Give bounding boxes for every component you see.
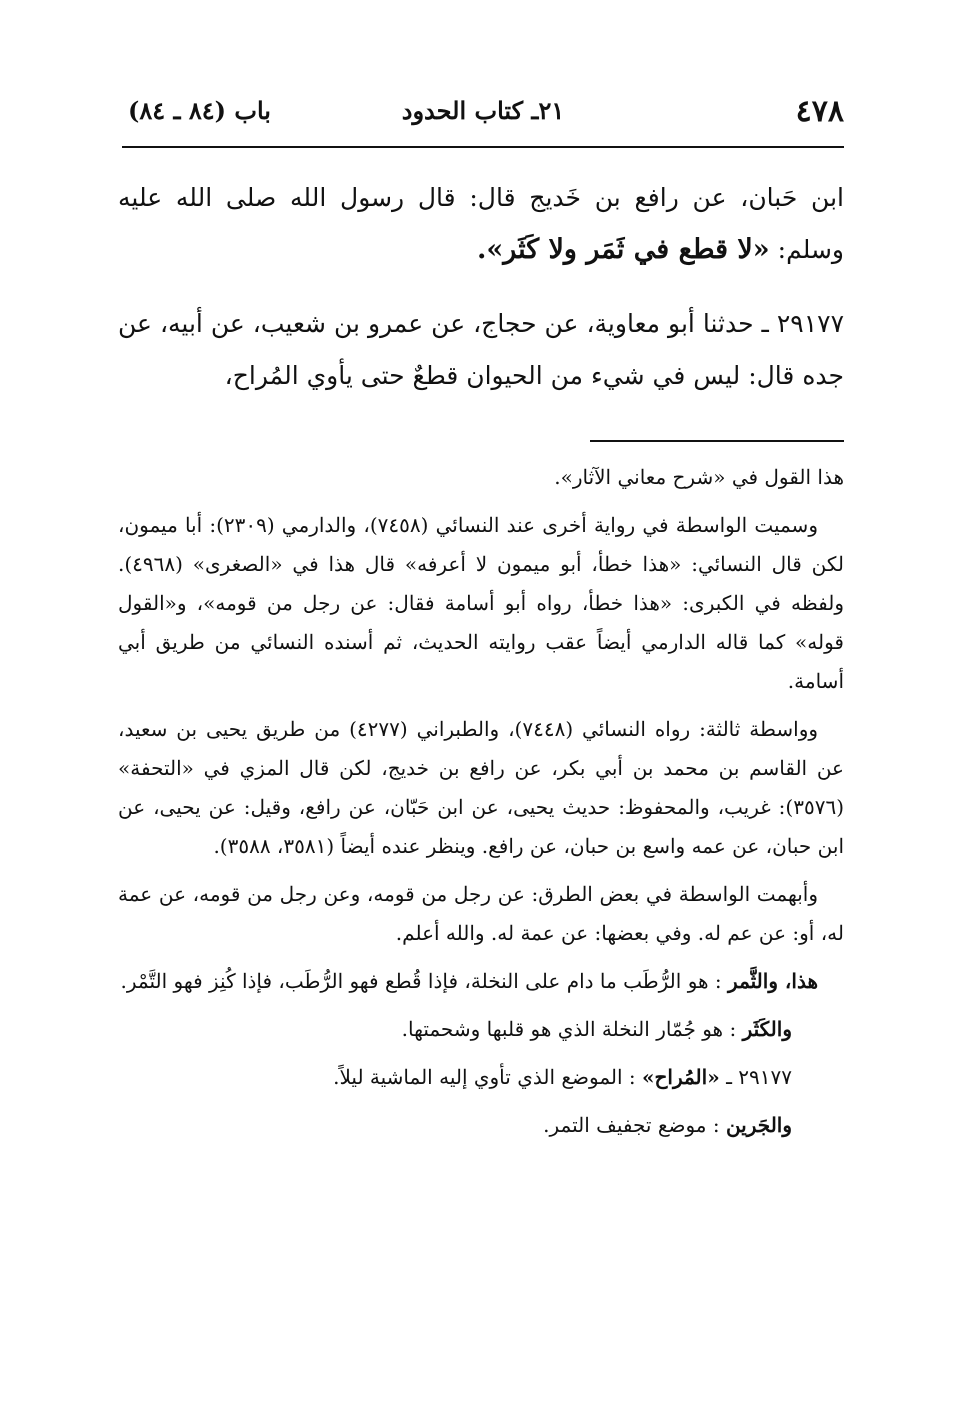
definition-jarin: : موضع تجفيف التمر.	[543, 1113, 720, 1137]
footnote-5	[118, 962, 844, 1001]
main-text	[118, 172, 844, 424]
header-rule	[122, 146, 844, 148]
term-jarin: والجَرين	[725, 1113, 792, 1137]
definition-kathar: : هو جُمّار النخلة الذي هو قلبها وشحمتها.	[401, 1017, 737, 1041]
term-kathar: والكَثَر	[742, 1017, 792, 1041]
definition-murah: : الموضع الذي تأوي إليه الماشية ليلاً.	[333, 1065, 636, 1089]
definition-thamar: : هو الرُّطَب ما دام على النخلة، فإذا قُطع فهو الرُّطَب، فإذا كُنِز فهو التَّمْر.	[120, 969, 722, 993]
footnote-6	[118, 1010, 844, 1049]
page-header	[122, 92, 844, 136]
main-paragraph-1	[118, 172, 844, 276]
footnote-3: وواسطة ثالثة: رواه النسائي (٧٤٤٨)، والطبراني (٤٢٧٧) من طريق يحيى بن سعيد، عن القاسم بن محمد بن أبي بكر، عن رافع بن خديج، لكن قال المزي في «التحفة» (٣٥٧٦): غريب، والمحفوظ: حديث يحيى، عن ابن حَبّان، عن رافع، وقيل: عن يحيى، عن ابن حبان، عن عمه واسع بن حبان، عن رافع. وينظر عنده أيضاً (٣٥٨١، ٣٥٨٨).	[118, 717, 844, 858]
main-paragraph-2: ٢٩١٧٧ ـ حدثنا أبو معاوية، عن حجاج، عن عمرو بن شعيب، عن أبيه، عن جده قال: ليس في شيء من الحيوان قطعٌ حتى يأوي المُراح،	[118, 309, 844, 390]
footnote-7	[118, 1058, 844, 1097]
term-thamar: هذا، والثَّمر	[728, 969, 818, 993]
footnote-separator	[590, 440, 844, 442]
footnote-4: وأبهمت الواسطة في بعض الطرق: عن رجل من قومه، وعن رجل من قومه، عن عمة له، أو: عن عم له. وفي بعضها: عن عمة له. والله أعلم.	[118, 882, 844, 945]
hadith-quote: «لا قطع في ثَمَر ولا كَثَر».	[476, 234, 770, 265]
footnote-2: وسميت الواسطة في رواية أخرى عند النسائي (٧٤٥٨)، والدارمي (٢٣٠٩): أبا ميمون، لكن قال النسائي: «هذا خطأ، أبو ميمون لا أعرفه» قال هذا في «الصغرى» (٤٩٦٨). ولفظه في الكبرى: «هذا خطأ، رواه أبو أسامة فقال: عن رجل من قومه»، و«القول قوله» كما قاله الدارمي أيضاً عقب روايته الحديث، ثم أسنده النسائي من طريق أبي أسامة.	[118, 513, 844, 693]
book-title: ٢١ـ كتاب الحدود	[401, 96, 565, 125]
footnote-1: هذا القول في «شرح معاني الآثار».	[554, 465, 844, 489]
footnotes	[118, 458, 844, 1154]
footnote-8	[118, 1106, 844, 1145]
term-murah: «المُراح»	[641, 1065, 720, 1089]
hadith-chain: ابن حَبان، عن رافع بن خَديج قال: قال رسول الله صلى الله عليه وسلم:	[118, 183, 844, 264]
page-number: ٤٧٨	[795, 94, 844, 129]
hadith-number: ٢٩١٧٧ ـ	[726, 1065, 792, 1089]
chapter-reference: باب (٨٤ ـ ٨٤)	[128, 96, 271, 125]
